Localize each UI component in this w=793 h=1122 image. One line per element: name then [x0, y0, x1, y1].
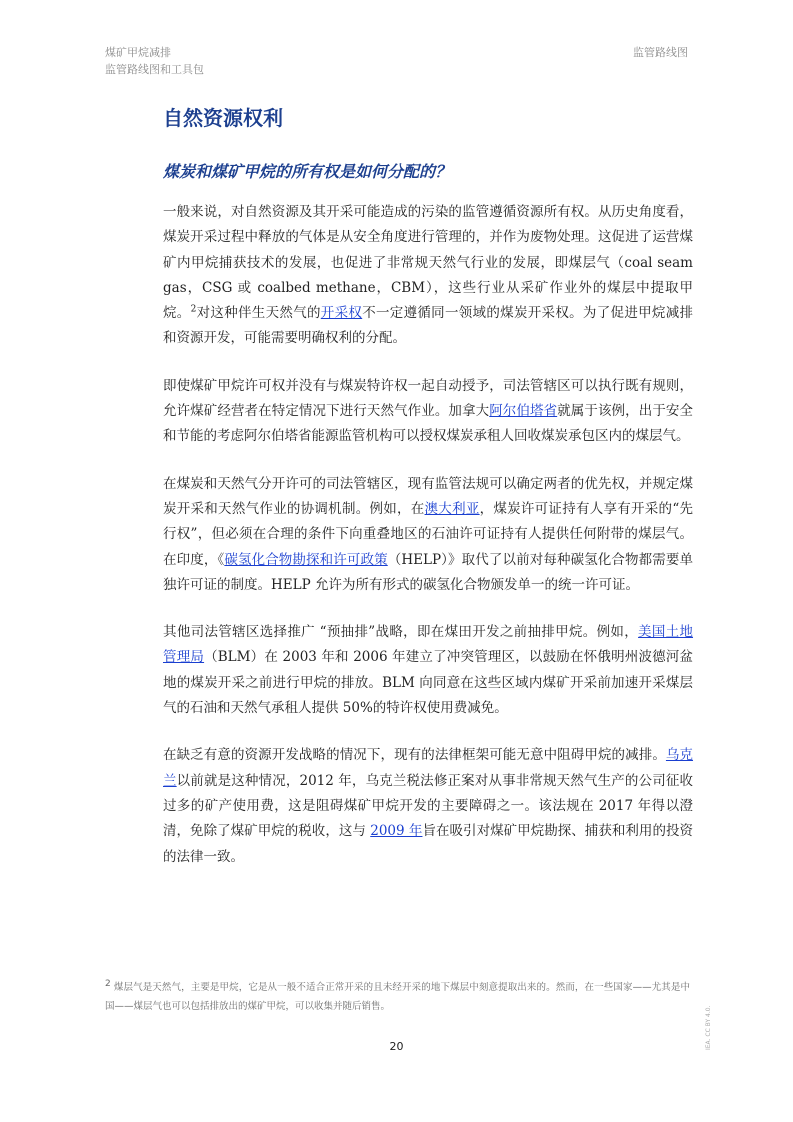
footnote-text: 煤层气是天然气，主要是甲烷，它是从一般不适合正常开采的且未经开采的地下煤层中刻意提取出来的。然而，在一些国家——尤其是中国——煤层气也可以包括排放出的煤矿甲烷，可以收集并随后销售。: [105, 982, 690, 1012]
section-title: 自然资源权利: [163, 106, 283, 130]
ukraine-link[interactable]: 乌克兰: [163, 747, 694, 789]
header-report-title: 煤矿甲烷减排: [105, 46, 171, 59]
alberta-link[interactable]: 阿尔伯塔省: [489, 403, 558, 420]
mining-rights-link[interactable]: 开采权: [320, 305, 363, 322]
subsection-title: 煤炭和煤矿甲烷的所有权是如何分配的？: [163, 162, 452, 181]
main-content: [163, 104, 693, 892]
paragraph-4: 其他司法管辖区选择推广 “预抽排”战略，即在煤田开发之前抽排甲烷。例如，美国土地管理局（BLM）在 2003 年和 2006 年建立了冲突管理区，以鼓励在怀俄明州波德河盆地的煤炭开采之前进行甲烷的排放。BLM 向同意在这些区域内煤矿开采前加速开采煤层气的石油和天然气承租人提供 50%的特许权使用费减免。: [163, 624, 694, 717]
footnote-marker: 2: [105, 978, 111, 989]
page-number: 20: [389, 1040, 404, 1053]
license-notice: IEA. CC BY 4.0.: [705, 1005, 712, 1050]
paragraph-2: 即使煤矿甲烷许可权并没有与煤炭特许权一起自动授予，司法管辖区可以执行既有规则，允许煤矿经营者在特定情况下进行天然气作业。加拿大阿尔伯塔省就属于该例，出于安全和节能的考虑阿尔伯塔省能源监管机构可以授权煤炭承租人回收煤炭承包区内的煤层气。: [163, 377, 694, 445]
paragraph-1: 一般来说，对自然资源及其开采可能造成的污染的监管遵循资源所有权。从历史角度看，煤炭开采过程中释放的气体是从安全角度进行管理的，并作为废物处理。这促进了运营煤矿内甲烷捕获技术的发展，也促进了非常规天然气行业的发展，即煤层气（coal seam gas，CSG 或 coalbed methane，CBM），这些行业从采矿作业外的煤层中提取甲烷。$^2$对这种伴生天然气的开采权不一定遵循同一领域的煤炭开采权。为了促进甲烷减排和资源开发，可能需要明确权利的分配。: [163, 204, 694, 347]
australia-link[interactable]: 澳大利亚: [424, 500, 480, 517]
help-policy-link[interactable]: 碳氢化合物勘探和许可政策: [224, 551, 388, 568]
running-header-left: [105, 44, 204, 78]
running-header-right: 监管路线图: [633, 46, 688, 59]
blm-link[interactable]: 美国土地管理局: [163, 624, 694, 666]
header-report-subtitle: 监管路线图和工具包: [105, 63, 204, 76]
footnote-reference[interactable]: 2: [190, 304, 197, 315]
law-2009-link[interactable]: 2009 年: [370, 823, 423, 840]
paragraph-3: 在煤炭和天然气分开许可的司法管辖区，现有监管法规可以确定两者的优先权，并规定煤炭开采和天然气作业的协调机制。例如，在澳大利亚，煤炭许可证持有人享有开采的“先行权”，但必须在合理的条件下向重叠地区的石油许可证持有人提供任何附带的煤层气。在印度，《碳氢化合物勘探和许可政策（HELP）》取代了以前对每种碳氢化合物都需要单独许可证的制度。HELP 允许为所有形式的碳氢化合物颁发单一的统一许可证。: [163, 475, 694, 593]
footnote: [105, 978, 690, 1016]
paragraph-5: 在缺乏有意的资源开发战略的情况下，现有的法律框架可能无意中阻碍甲烷的减排。乌克兰以前就是这种情况，2012 年，乌克兰税法修正案对从事非常规天然气生产的公司征收过多的矿产使用费，这是阻碍煤矿甲烷开发的主要障碍之一。该法规在 2017 年得以澄清，免除了煤矿甲烷的税收，这与 2009 年旨在吸引对煤矿甲烷勘探、捕获和利用的投资的法律一致。: [163, 747, 694, 865]
